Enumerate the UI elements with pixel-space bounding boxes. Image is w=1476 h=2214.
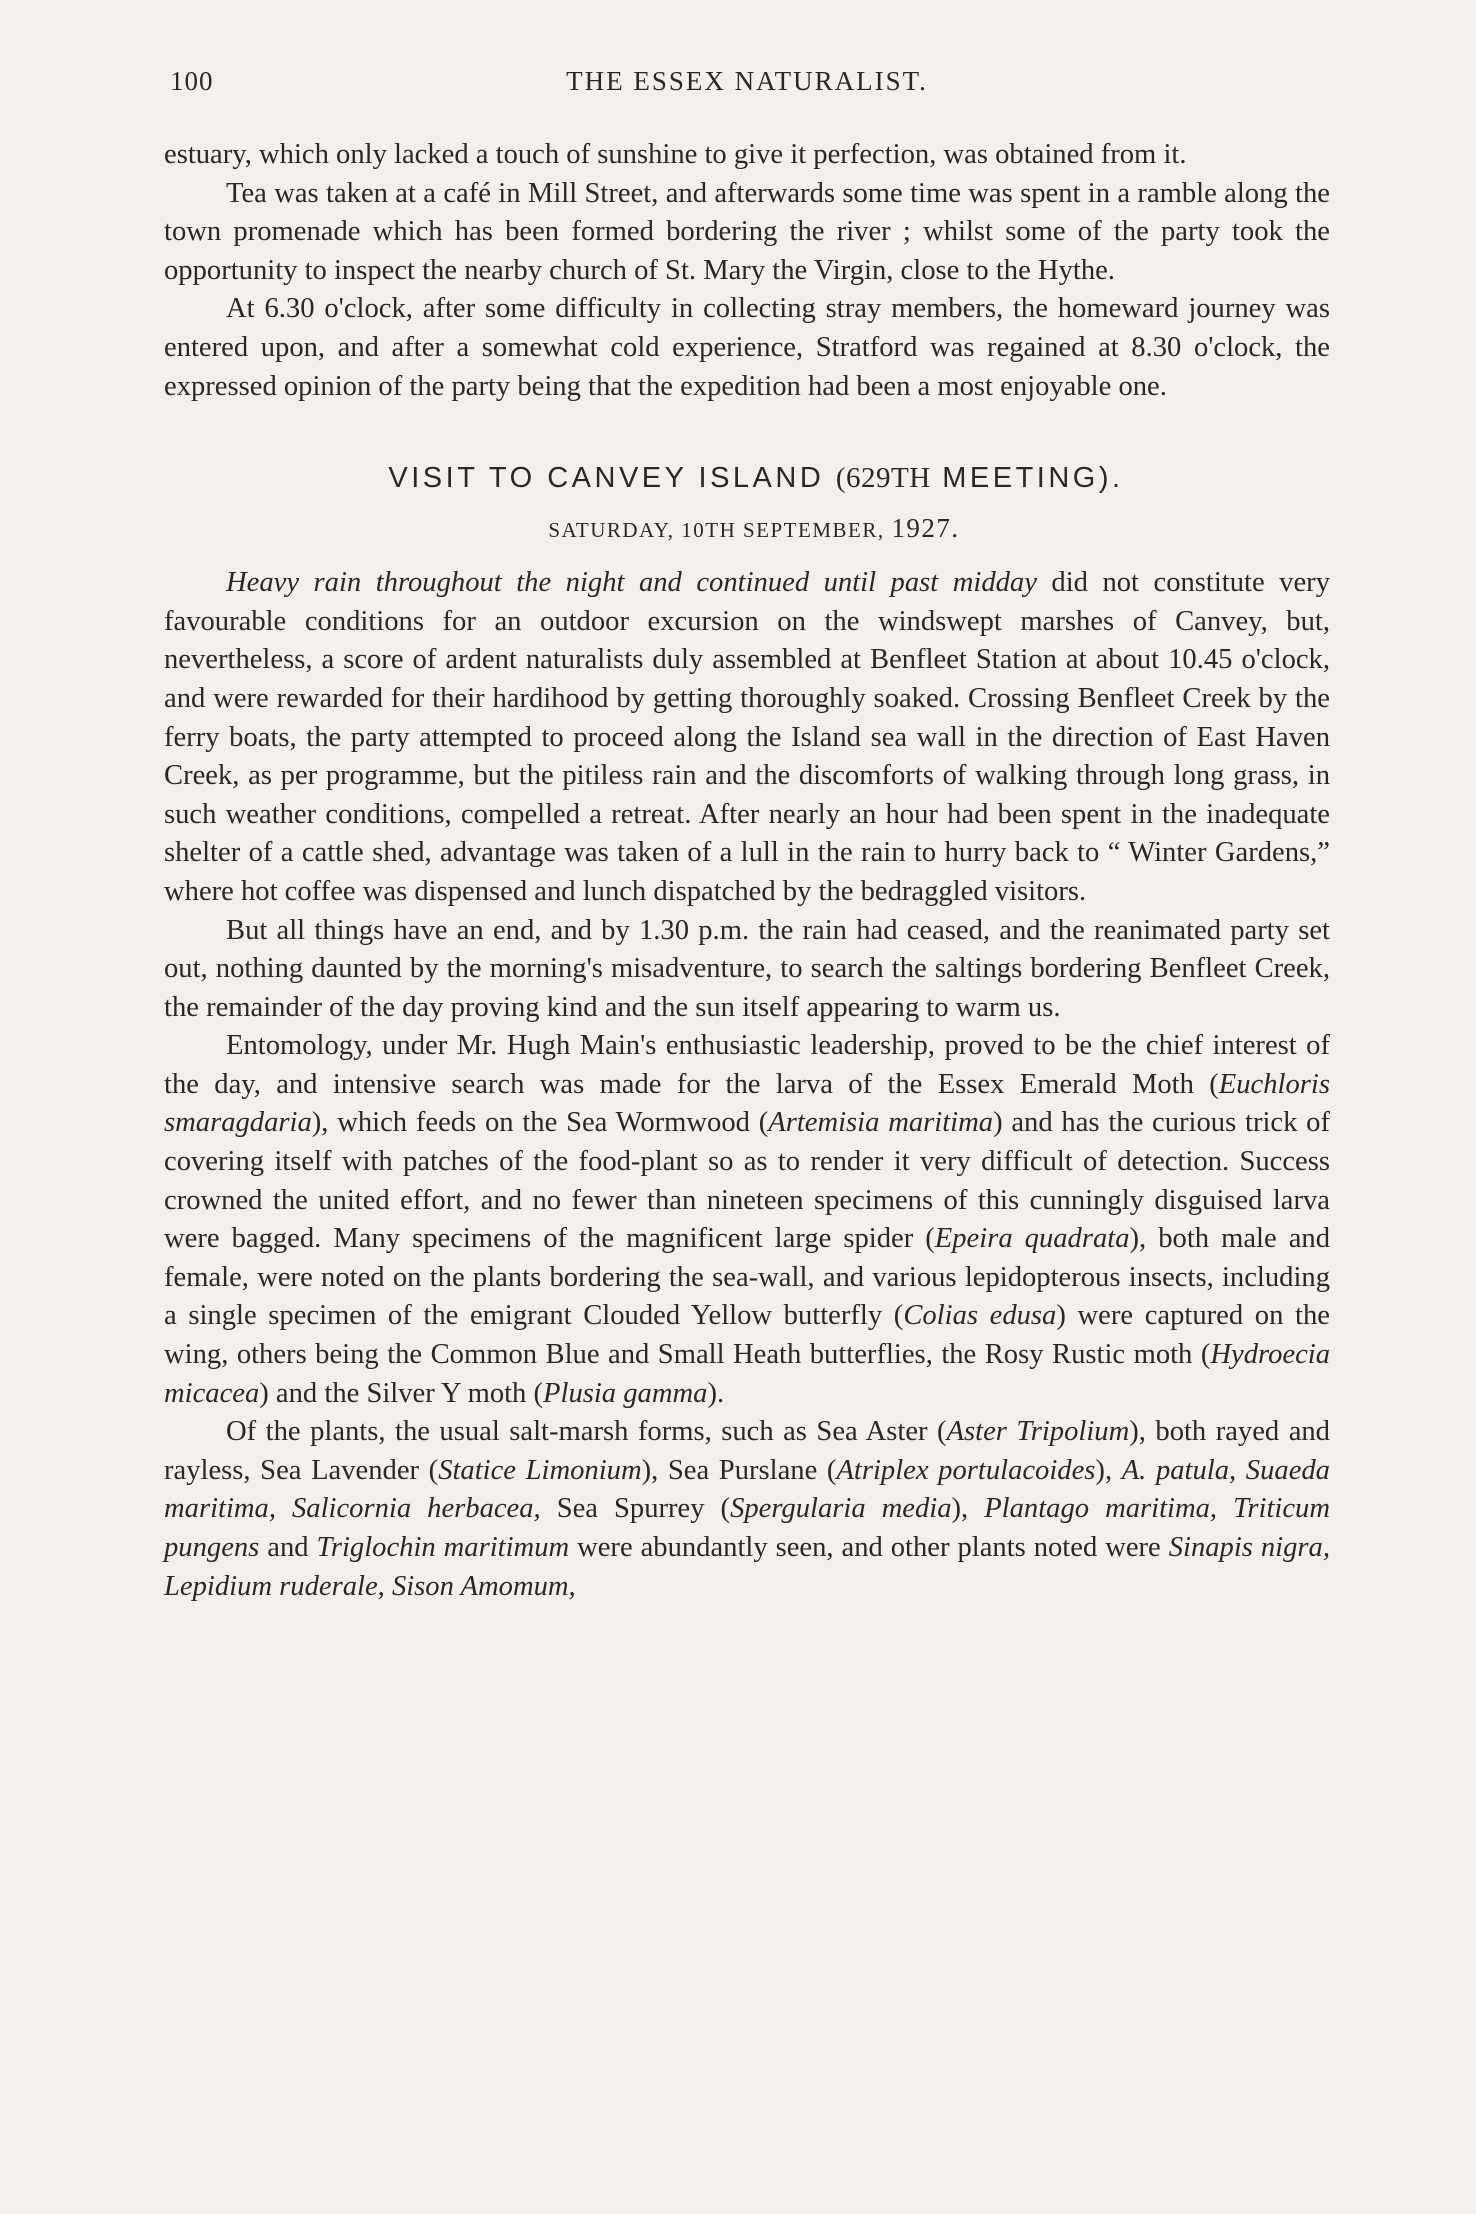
species-name: Artemisia maritima (768, 1107, 994, 1139)
text-run: ), Sea Purslane ( (641, 1454, 837, 1486)
species-name: Triglochin maritimum (316, 1532, 570, 1563)
date-text: SATURDAY, 10TH SEPTEMBER, (548, 518, 885, 543)
species-name: Plantago maritima, Triticum pungens (164, 1493, 1331, 1563)
page-number: 100 (170, 66, 214, 96)
text-run: Sea Spurrey ( (540, 1493, 731, 1525)
meeting-label: MEETING). (942, 462, 1124, 495)
species-name: Atriplex portulacoides (836, 1454, 1096, 1486)
book-page (164, 58, 1330, 1606)
article-text (164, 564, 1330, 1606)
species-name: Sinapis nigra, Lepidium ruderale, Sison Amomum, (164, 1532, 1330, 1602)
species-name: Plusia gamma (543, 1377, 708, 1409)
text-run: were abundantly seen, and other plants noted were (569, 1532, 1169, 1563)
species-name: Aster Tripolium (946, 1416, 1130, 1448)
paragraph (164, 1413, 1330, 1606)
paragraph: estuary, which only lacked a touch of sunshine to give it perfection, was obtained from it. (164, 139, 1187, 170)
text-run: did not constitute very favourable conditions for an outdoor excursion on the windswept marshes of Canvey, but, nevertheless, a score of ardent naturalists duly assembled at Benfleet Station at about 10.45 o'clock, and were rewarded for their hardihood by getting thoroughly soaked. Crossing Benfleet Creek by the ferry boats, the party attempted to proceed along the Island sea wall in the direction of East Haven Creek, as per programme, but the pitiless rain and the discomforts of walking through long grass, in such weather conditions, compelled a retreat. After nearly an hour had been spent in the inadequate shelter of a cattle shed, advantage was taken of a lull in the rain to hurry back to “ Winter Gardens,” where hot coffee was dispensed and lunch dispatched by the bedraggled visitors. (164, 567, 1330, 907)
paragraph (164, 1027, 1330, 1413)
running-head (164, 58, 1330, 98)
species-name: Spergularia media (730, 1493, 952, 1525)
text-run: and (259, 1532, 317, 1563)
text-run: ), (1095, 1454, 1122, 1486)
text-run: ) were captured on the wing, others being the Common Blue and Small Heath butterflies, the Rosy Rustic moth ( (164, 1300, 1330, 1371)
text-run: ) and has the curious trick of covering itself with patches of the food-plant so as to render it very difficult of detection. Success crowned the united effort, and no fewer than nineteen specimens of this cunningly disguised larva were bagged. Many specimens of the magnificent large spider ( (164, 1107, 1330, 1255)
meeting-number: (629TH (835, 462, 931, 495)
italic-text: Heavy rain throughout the night and continued until past midday (226, 567, 1037, 599)
text-run: ), (951, 1493, 985, 1525)
paragraph (164, 564, 1330, 911)
species-name: Hydroecia micacea (164, 1339, 1330, 1409)
text-run: ) and the Silver Y moth ( (259, 1377, 544, 1409)
section-heading (164, 462, 1330, 495)
species-name: Euchloris smaragdaria (164, 1068, 1330, 1139)
text-run: ). (707, 1377, 725, 1409)
species-name: A. patula, Suaeda maritima, Salicornia herbacea, (164, 1454, 1330, 1525)
text-run: Of the plants, the usual salt-marsh forms, such as Sea Aster ( (226, 1416, 947, 1448)
text-run: ), both male and female, were noted on the plants bordering the sea-wall, and various lepidopterous insects, including a single specimen of the emigrant Clouded Yellow butterfly ( (164, 1223, 1330, 1332)
text-run: ), both rayed and rayless, Sea Lavender ( (164, 1416, 1330, 1486)
running-title: THE ESSEX NATURALIST. (566, 66, 928, 96)
species-name: Statice Limonium (438, 1454, 642, 1486)
species-name: Epeira quadrata (934, 1223, 1130, 1255)
paragraph: At 6.30 o'clock, after some difficulty in collecting stray members, the homeward journey was entered upon, and after a somewhat cold experience, Stratford was regained at 8.30 o'clock, the expressed opinion of the party being that the expedition had been a most enjoyable one. (164, 293, 1330, 402)
previous-article-text (164, 136, 1330, 406)
date-year: 1927. (891, 513, 960, 544)
text-run: Entomology, under Mr. Hugh Main's enthusiastic leadership, proved to be the chief interest of the day, and intensive search was made for the larva of the Essex Emerald Moth ( (164, 1030, 1330, 1100)
section-title: VISIT TO CANVEY ISLAND (388, 462, 825, 495)
section-date (164, 513, 1330, 544)
paragraph: Tea was taken at a café in Mill Street, and afterwards some time was spent in a ramble along the town promenade which has been formed bordering the river ; whilst some of the party took the opportunity to inspect the nearby church of St. Mary the Virgin, close to the Hythe. (164, 177, 1330, 286)
species-name: Colias edusa (903, 1300, 1057, 1332)
text-run: ), which feeds on the Sea Wormwood ( (311, 1107, 769, 1139)
paragraph: But all things have an end, and by 1.30 p.m. the rain had ceased, and the reanimated party set out, nothing daunted by the morning's misadventure, to search the saltings bordering Benfleet Creek, the remainder of the day proving kind and the sun itself appearing to warm us. (164, 914, 1330, 1023)
